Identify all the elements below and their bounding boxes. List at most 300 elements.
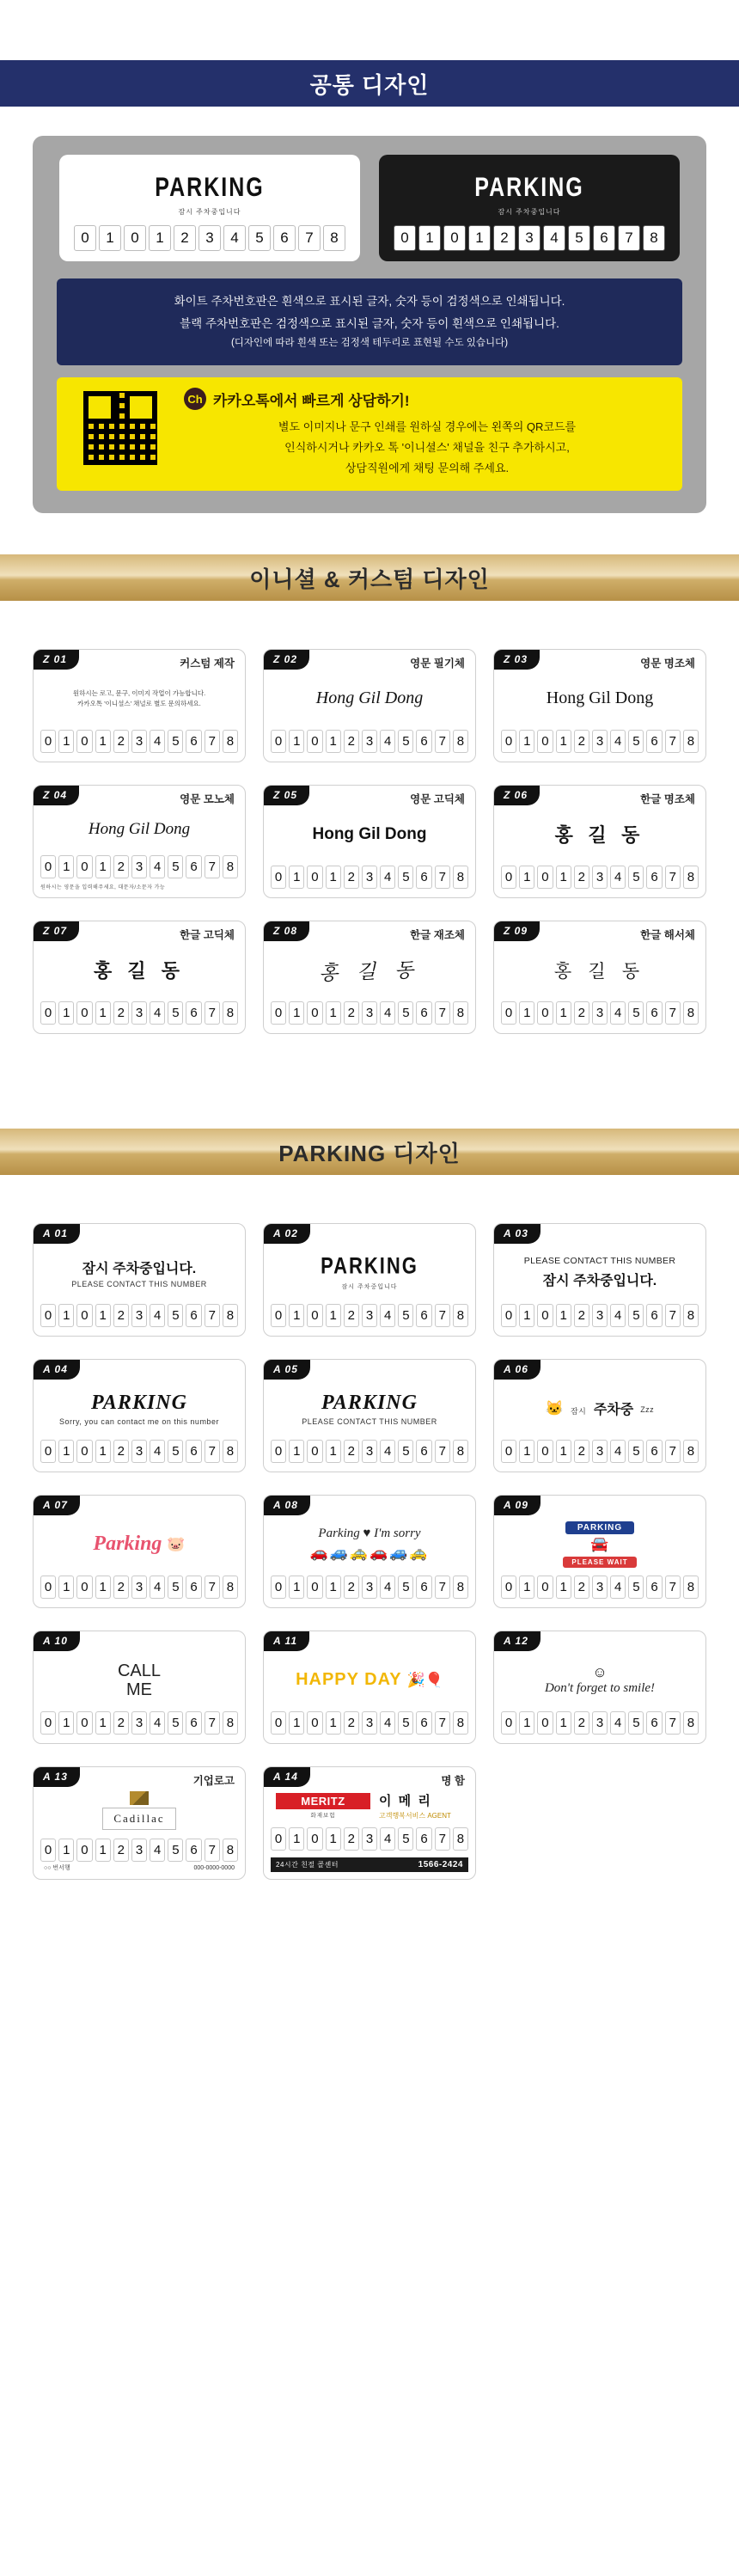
digit: 0: [40, 1576, 56, 1599]
digit: 0: [537, 730, 553, 753]
digit: 4: [610, 1440, 626, 1463]
digit: 7: [205, 1839, 220, 1862]
digit: 1: [95, 1711, 111, 1735]
digit: 7: [665, 866, 681, 889]
digit: 2: [113, 1440, 129, 1463]
digit: 4: [380, 1827, 395, 1851]
card-tag: A 01: [33, 1223, 80, 1244]
digit: 0: [271, 1304, 286, 1327]
digit: 2: [113, 730, 129, 753]
card-corner-label: 명 함: [441, 1775, 465, 1788]
design-card-a14[interactable]: [263, 1766, 476, 1880]
notice-line-2: 블랙 주차번호판은 검정색으로 표시된 글자, 숫자 등이 흰색으로 인쇄됩니다.: [180, 316, 559, 330]
digit: 3: [131, 855, 147, 878]
digit: 1: [289, 1576, 304, 1599]
card-tag: Z 02: [263, 649, 309, 670]
digit: 0: [443, 225, 466, 251]
design-card-z04[interactable]: [33, 785, 246, 898]
digit: 8: [223, 1576, 238, 1599]
digit: 0: [307, 730, 322, 753]
digit: 2: [574, 1576, 589, 1599]
card-tag: Z 09: [493, 921, 540, 941]
digit: 2: [113, 1576, 129, 1599]
digit: 0: [271, 1576, 286, 1599]
digit: 2: [344, 1440, 359, 1463]
digit: 1: [95, 1001, 111, 1025]
digit: 6: [646, 1440, 662, 1463]
bottom-spacer: [0, 1880, 739, 1931]
parking-wordmark: PARKING: [321, 1252, 418, 1279]
design-card-a02[interactable]: [263, 1223, 476, 1337]
digit: 8: [683, 730, 699, 753]
digit: 3: [592, 1711, 608, 1735]
digit: 3: [362, 866, 377, 889]
digit: 5: [398, 1827, 413, 1851]
digit: 0: [40, 1440, 56, 1463]
digit: 2: [344, 1827, 359, 1851]
digit: 2: [574, 866, 589, 889]
design-card-z03[interactable]: [493, 649, 706, 762]
digit: 1: [326, 1711, 341, 1735]
kakao-body-line-2: 인식하시거나 카카오 톡 '이니셜스' 채널을 친구 추가하시고,: [284, 441, 570, 455]
digit: 1: [95, 730, 111, 753]
digit: 4: [150, 730, 165, 753]
digit: 1: [289, 1304, 304, 1327]
digit: 0: [271, 1711, 286, 1735]
digit: 8: [223, 1304, 238, 1327]
design-card-z02[interactable]: [263, 649, 476, 762]
digit: 1: [418, 225, 441, 251]
digit: 8: [223, 1711, 238, 1735]
digit: 0: [271, 1001, 286, 1025]
digit: 1: [289, 730, 304, 753]
design-card-a04[interactable]: [33, 1359, 246, 1472]
digit: 0: [74, 225, 96, 251]
card-corner-label: 영문 모노체: [180, 793, 235, 806]
digit: 7: [205, 1440, 220, 1463]
digit: 1: [326, 1576, 341, 1599]
digit: 4: [610, 1576, 626, 1599]
smile-message: Don't forget to smile!: [544, 1681, 656, 1696]
namecard-person: [379, 1791, 463, 1820]
digit: 8: [453, 1576, 468, 1599]
digit-strip: [271, 1001, 468, 1026]
plate-sub-text: 잠시 주차중입니다: [498, 208, 561, 216]
common-design-wrap: [0, 136, 739, 513]
digit: 1: [95, 855, 111, 878]
digit: 7: [435, 1576, 450, 1599]
digit: 1: [468, 225, 491, 251]
digit-strip: [271, 866, 468, 890]
digit: 0: [271, 866, 286, 889]
digit: 8: [453, 1827, 468, 1851]
digit: 6: [273, 225, 296, 251]
digit: 6: [416, 1576, 431, 1599]
digit: 0: [537, 1711, 553, 1735]
digit: 7: [665, 1001, 681, 1025]
digit: 3: [592, 1304, 608, 1327]
spacer-5: [0, 1175, 739, 1223]
digit: 4: [150, 1711, 165, 1735]
digit: 6: [593, 225, 615, 251]
digit: 5: [398, 866, 413, 889]
digit: 1: [326, 1001, 341, 1025]
digit-strip: [271, 1440, 468, 1465]
digit-strip: [40, 1304, 238, 1329]
footer-left: ○○ 번서행: [44, 1865, 70, 1872]
digit-strip: [70, 225, 350, 253]
digit: 7: [435, 1711, 450, 1735]
bubble-text: Zzz: [640, 1405, 655, 1415]
digit: 2: [344, 866, 359, 889]
digit: 0: [307, 1576, 322, 1599]
namecard-contact-bar: [271, 1857, 468, 1872]
digit: 7: [665, 730, 681, 753]
card-tag: A 12: [493, 1631, 541, 1651]
design-card-a09[interactable]: [493, 1495, 706, 1608]
digit: 6: [646, 1711, 662, 1735]
parking-wordmark: PARKING: [321, 1391, 418, 1414]
digit: 0: [76, 1576, 92, 1599]
digit-strip: [501, 1711, 699, 1736]
pig-icon: 🐷: [167, 1535, 186, 1552]
digit: 0: [307, 1711, 322, 1735]
digit: 4: [150, 1001, 165, 1025]
digit: 1: [519, 730, 534, 753]
digit: 1: [519, 1711, 534, 1735]
parking-script-line: Parking ♥ I'm sorry: [318, 1527, 421, 1541]
digit: 3: [362, 1827, 377, 1851]
card-tag: A 02: [263, 1223, 310, 1244]
digit: 7: [205, 730, 220, 753]
digit: 0: [76, 1001, 92, 1025]
spacer-1: [0, 107, 739, 136]
sample-text: 홍 길 동: [553, 960, 646, 982]
digit: 0: [40, 1304, 56, 1327]
digit: 8: [683, 1001, 699, 1025]
happy-day-text: HAPPY DAY: [296, 1670, 402, 1690]
digit: 6: [186, 730, 201, 753]
card-tag: Z 06: [493, 785, 540, 805]
digit: 3: [592, 866, 608, 889]
parking-plate-black: [379, 155, 680, 261]
footer-right: 000-0000-0000: [193, 1864, 235, 1871]
digit: 2: [574, 1304, 589, 1327]
digit: 1: [289, 1827, 304, 1851]
digit: 4: [380, 1304, 395, 1327]
cadillac-crest-icon: [130, 1791, 149, 1805]
digit: 6: [416, 866, 431, 889]
parking-wordmark: PARKING: [91, 1391, 187, 1414]
digit: 1: [519, 1576, 534, 1599]
card-tag: Z 04: [33, 785, 79, 805]
digit: 7: [205, 1001, 220, 1025]
spacer-3: [0, 601, 739, 649]
digit: 5: [398, 1304, 413, 1327]
please-wait-badge: PLEASE WAIT: [563, 1557, 636, 1568]
card-tag: A 04: [33, 1359, 80, 1380]
digit: 0: [501, 866, 516, 889]
digit: 4: [610, 1304, 626, 1327]
digit: 0: [76, 1711, 92, 1735]
digit: 7: [665, 1440, 681, 1463]
design-card-a13[interactable]: [33, 1766, 246, 1880]
digit-strip: [40, 1711, 238, 1736]
en-message: PLEASE CONTACT THIS NUMBER: [302, 1416, 437, 1426]
digit: 1: [58, 730, 74, 753]
digit: 1: [326, 1440, 341, 1463]
digit-strip: [271, 1576, 468, 1600]
digit: 3: [131, 1001, 147, 1025]
cat-icon: 🐱: [545, 1399, 564, 1416]
digit: 0: [307, 866, 322, 889]
digit: 5: [168, 1576, 183, 1599]
en-message: PLEASE CONTACT THIS NUMBER: [71, 1279, 207, 1288]
card-tag: A 07: [33, 1495, 80, 1515]
sample-text: Hong Gil Dong: [312, 824, 427, 843]
digit: 8: [683, 866, 699, 889]
sample-text: Hong Gil Dong: [88, 819, 191, 838]
design-card-z07[interactable]: [33, 921, 246, 1034]
notice-line-3: (디자인에 따라 흰색 또는 검정색 테두리로 표현될 수도 있습니다): [230, 338, 509, 349]
digit: 4: [380, 1440, 395, 1463]
digit: 2: [113, 855, 129, 878]
car-row-icon: 🚗🚙🚕🚗🚙🚕: [309, 1545, 430, 1562]
digit: 6: [416, 1001, 431, 1025]
namecard-row: [271, 1791, 468, 1820]
digit: 7: [205, 1304, 220, 1327]
digit: 2: [574, 1711, 589, 1735]
kr-message: 잠시 주차중입니다.: [542, 1274, 657, 1289]
digit: 3: [198, 225, 221, 251]
digit: 6: [416, 730, 431, 753]
digit: 5: [168, 1001, 183, 1025]
digit: 0: [40, 1839, 56, 1862]
digit: 1: [556, 1711, 571, 1735]
digit: 3: [592, 1440, 608, 1463]
digit: 3: [362, 1001, 377, 1025]
notice-box: [57, 278, 682, 365]
digit: 1: [95, 1839, 111, 1862]
digit: 7: [205, 1576, 220, 1599]
card-tag: Z 01: [33, 649, 79, 670]
digit: 6: [416, 1711, 431, 1735]
digit: 6: [646, 1576, 662, 1599]
digit: 1: [58, 1304, 74, 1327]
digit: 1: [289, 866, 304, 889]
digit: 6: [646, 730, 662, 753]
digit: 7: [435, 866, 450, 889]
digit: 6: [416, 1440, 431, 1463]
plate-logo-text: PARKING: [474, 172, 584, 203]
digit: 5: [168, 1839, 183, 1862]
card-corner-label: 영문 고딕체: [410, 793, 465, 806]
plate-logo-black: [389, 165, 669, 217]
call-line-1: CALL: [117, 1661, 162, 1680]
qr-code-icon[interactable]: [83, 391, 157, 465]
digit: 8: [683, 1576, 699, 1599]
sample-text: Hong Gil Dong: [546, 688, 654, 708]
card-tag: Z 08: [263, 921, 309, 941]
digit: 5: [628, 1001, 644, 1025]
smiley-icon: ☺: [592, 1664, 608, 1681]
kakao-text-area: [184, 388, 670, 479]
digit: 0: [537, 1304, 553, 1327]
parking-design-grid: [0, 1223, 739, 1880]
digit: 5: [628, 730, 644, 753]
digit: 7: [205, 1711, 220, 1735]
card-corner-label: 기업로고: [192, 1775, 235, 1788]
design-card-a01[interactable]: [33, 1223, 246, 1337]
section-header-initial: 이니셜 & 커스텀 디자인: [0, 554, 739, 601]
digit-strip: [40, 1440, 238, 1465]
card-tag: A 08: [263, 1495, 310, 1515]
digit: 0: [537, 1576, 553, 1599]
digit-strip: [40, 1576, 238, 1600]
digit: 8: [223, 730, 238, 753]
digit: 2: [113, 1711, 129, 1735]
digit: 7: [618, 225, 640, 251]
digit: 8: [683, 1304, 699, 1327]
kakao-body-line-1: 별도 이미지나 문구 인쇄를 원하실 경우에는 왼쪽의 QR코드를: [278, 420, 577, 434]
design-card-z09[interactable]: [493, 921, 706, 1034]
card-tag: A 11: [263, 1631, 309, 1651]
digit: 1: [289, 1001, 304, 1025]
digit: 0: [307, 1304, 322, 1327]
design-card-z08[interactable]: [263, 921, 476, 1034]
design-card-z06[interactable]: [493, 785, 706, 898]
person-name: 이 메 리: [379, 1794, 432, 1809]
digit: 7: [435, 1440, 450, 1463]
card-corner-label: 영문 명조체: [640, 658, 695, 670]
digit: 8: [223, 1839, 238, 1862]
kakao-title-text: 카카오톡에서 빠르게 상담하기!: [213, 392, 410, 409]
digit: 6: [416, 1304, 431, 1327]
card-tag: A 03: [493, 1223, 541, 1244]
design-card-z05[interactable]: [263, 785, 476, 898]
design-card-a03[interactable]: [493, 1223, 706, 1337]
digit: 4: [610, 730, 626, 753]
digit: 1: [58, 1440, 74, 1463]
digit: 4: [150, 1304, 165, 1327]
digit: 6: [186, 1576, 201, 1599]
digit: 1: [556, 1001, 571, 1025]
initial-design-grid: [0, 649, 739, 1034]
digit: 0: [76, 730, 92, 753]
parking-script-logo: Parking: [93, 1533, 162, 1556]
digit: 3: [362, 1304, 377, 1327]
kakao-body-line-3: 상담직원에게 채팅 문의해 주세요.: [345, 462, 510, 475]
digit: 0: [307, 1827, 322, 1851]
card-corner-label: 커스텀 제작: [180, 658, 235, 670]
design-card-z01[interactable]: [33, 649, 246, 762]
en-message: Sorry, you can contact me on this number: [59, 1416, 219, 1426]
digit: 5: [628, 866, 644, 889]
digit: 1: [58, 1001, 74, 1025]
digit: 5: [168, 730, 183, 753]
digit: 0: [271, 1827, 286, 1851]
digit: 2: [493, 225, 516, 251]
sample-text: 홍 길 동: [318, 959, 421, 985]
digit: 7: [665, 1576, 681, 1599]
digit: 7: [435, 1304, 450, 1327]
digit: 0: [271, 730, 286, 753]
digit: 4: [380, 1576, 395, 1599]
design-card-a11[interactable]: [263, 1631, 476, 1744]
digit: 8: [643, 225, 665, 251]
card-tag: Z 05: [263, 785, 309, 805]
digit: 0: [40, 1711, 56, 1735]
digit-strip: [40, 855, 238, 880]
digit: 6: [186, 855, 201, 878]
card-footnote: 원하시는 영문을 입력해주세요, 대문자/소문자 가능: [40, 885, 166, 891]
digit: 1: [149, 225, 171, 251]
digit: 1: [556, 730, 571, 753]
design-card-a12[interactable]: [493, 1631, 706, 1744]
digit: 4: [223, 225, 246, 251]
digit: 5: [398, 1440, 413, 1463]
digit: 6: [186, 1440, 201, 1463]
digit: 2: [574, 730, 589, 753]
digit: 1: [556, 1304, 571, 1327]
card-tag: A 05: [263, 1359, 310, 1380]
digit: 3: [131, 1576, 147, 1599]
design-card-a06[interactable]: [493, 1359, 706, 1472]
design-card-a05[interactable]: [263, 1359, 476, 1472]
digit: 3: [362, 1711, 377, 1735]
digit: 7: [435, 1001, 450, 1025]
parking-badge: PARKING: [565, 1521, 634, 1534]
digit: 3: [362, 730, 377, 753]
digit: 4: [543, 225, 565, 251]
digit: 8: [453, 1001, 468, 1025]
digit: 5: [568, 225, 590, 251]
digit: 2: [113, 1839, 129, 1862]
sample-text: 홍 길 동: [554, 824, 645, 847]
custom-note-line-2: 카카오톡 '이니셜스' 채널로 별도 문의하세요.: [77, 699, 201, 707]
digit-strip: [501, 1001, 699, 1026]
plate-row: [52, 155, 687, 261]
design-card-a07[interactable]: [33, 1495, 246, 1608]
digit: 0: [40, 1001, 56, 1025]
digit: 5: [168, 1711, 183, 1735]
digit: 0: [271, 1440, 286, 1463]
card-tag: A 10: [33, 1631, 80, 1651]
kr-message: 잠시 주차중입니다.: [82, 1261, 197, 1276]
digit: 3: [592, 1001, 608, 1025]
digit: 2: [344, 1711, 359, 1735]
design-card-a08[interactable]: [263, 1495, 476, 1608]
digit: 6: [416, 1827, 431, 1851]
digit: 0: [76, 1304, 92, 1327]
design-card-a10[interactable]: [33, 1631, 246, 1744]
sample-text: 홍 길 동: [94, 960, 185, 982]
digit: 6: [646, 866, 662, 889]
card-corner-label: 한글 해서체: [640, 929, 695, 942]
common-design-panel: [33, 136, 706, 513]
digit: 0: [394, 225, 416, 251]
digit: 4: [380, 1711, 395, 1735]
digit: 1: [556, 1440, 571, 1463]
digit: 4: [150, 1576, 165, 1599]
digit: 8: [223, 1001, 238, 1025]
digit: 6: [646, 1001, 662, 1025]
digit: 0: [537, 866, 553, 889]
card-corner-label: 한글 고딕체: [180, 929, 235, 942]
digit-strip: [501, 730, 699, 755]
parking-plate-white: [59, 155, 360, 261]
digit: 0: [501, 1576, 516, 1599]
